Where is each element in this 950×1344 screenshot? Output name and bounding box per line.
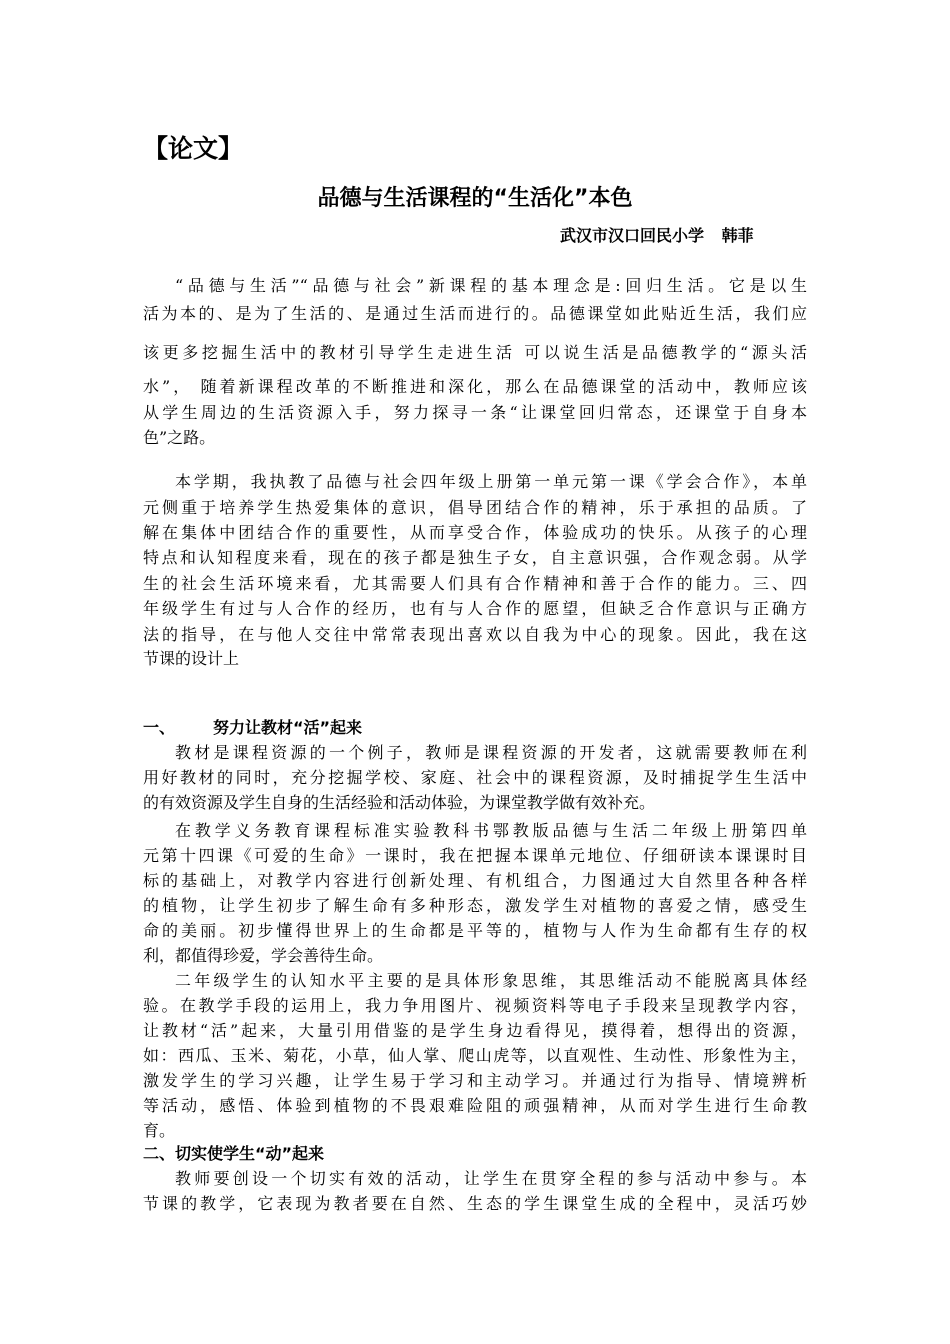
section1-line: 标的基础上，对教学内容进行创新处理、有机组合，力图通过大自然里各种各样 — [143, 871, 807, 890]
background-line: 元侧重于培养学生热爱集体的意识，倡导团结合作的精神，乐于承担的品质。了 — [143, 498, 807, 517]
background-line: 年级学生有过与人合作的经历，也有与人合作的愿望，但缺乏合作意识与正确方 — [143, 599, 807, 618]
author-line: 武汉市汉口回民小学 韩菲 — [560, 226, 754, 245]
background-line: 法的指导，在与他人交往中常常表现出喜欢以自我为中心的现象。因此，我在这 — [143, 625, 807, 644]
intro-line: 色”之路。 — [143, 428, 216, 447]
section1-line: 验。在教学手段的运用上，我力争用图片、视频资料等电子手段来呈现教学内容， — [143, 996, 807, 1015]
section1-line: 元第十四课《可爱的生命》一课时，我在把握本课单元地位、仔细研读本课课时目 — [143, 846, 807, 865]
section1-line: 教材是课程资源的一个例子，教师是课程资源的开发者，这就需要教师在利 — [175, 743, 807, 762]
section1-line: 在教学义务教育课程标准实验教科书鄂教版品德与生活二年级上册第四单 — [175, 821, 807, 840]
intro-line: 从学生周边的生活资源入手，努力探寻一条“让课堂回归常态，还课堂于自身本 — [143, 403, 807, 422]
section1-line: 育。 — [143, 1121, 176, 1140]
background-line: 本学期，我执教了品德与社会四年级上册第一单元第一课《学会合作》，本单 — [175, 472, 807, 491]
section1-line: 让教材“活”起来，大量引用借鉴的是学生身边看得见，摸得着，想得出的资源， — [143, 1021, 807, 1040]
section1-line: 等活动，感悟、体验到植物的不畏艰难险阻的顽强精神，从而对学生进行生命教 — [143, 1096, 807, 1115]
section2-line: 节课的教学，它表现为教者要在自然、生态的学生课堂生成的全程中，灵活巧妙 — [143, 1194, 807, 1213]
intro-line: 活为本的、是为了生活的、是通过生活而进行的。品德课堂如此贴近生活，我们应 — [143, 304, 807, 323]
background-line: 节课的设计上 — [143, 649, 240, 668]
section1-line: 激发学生的学习兴趣，让学生易于学习和主动学习。并通过行为指导、情境辨析 — [143, 1071, 807, 1090]
section1-line: 如：西瓜、玉米、菊花，小草，仙人掌、爬山虎等，以直观性、生动性、形象性为主， — [143, 1046, 807, 1065]
section1-line: 用好教材的同时，充分挖掘学校、家庭、社会中的课程资源，及时捕捉学生生活中 — [143, 768, 807, 787]
section-heading-1 — [143, 717, 362, 739]
section-label: 【论文】 — [143, 134, 244, 163]
section2-line: 教师要创设一个切实有效的活动，让学生在贯穿全程的参与活动中参与。本 — [175, 1169, 807, 1188]
section1-line: 命的美丽。初步懂得世界上的生命都是平等的，植物与人作为生命都有生存的权 — [143, 921, 807, 940]
intro-line: 水”， 随着新课程改革的不断推进和深化，那么在品德课堂的活动中，教师应该 — [143, 377, 807, 396]
section1-line: 二年级学生的认知水平主要的是具体形象思维，其思维活动不能脱离具体经 — [175, 971, 807, 990]
intro-line: “品德与生活”“品德与社会”新课程的基本理念是:回归生活。它是以生 — [175, 276, 807, 295]
section1-line: 利，都值得珍爱，学会善待生命。 — [143, 946, 384, 965]
background-line: 解在集体中团结合作的重要性，从而享受合作，体验成功的快乐。从孩子的心理 — [143, 523, 807, 542]
section1-line: 的有效资源及学生自身的生活经验和活动体验，为课堂教学做有效补充。 — [143, 793, 656, 812]
background-line: 特点和认知程度来看，现在的孩子都是独生子女，自主意识强，合作观念弱。从学 — [143, 548, 807, 567]
section-number: 一、 — [143, 718, 176, 737]
section-heading-2: 二、切实使学生“动”起来 — [143, 1144, 325, 1163]
background-line: 生的社会生活环境来看，尤其需要人们具有合作精神和善于合作的能力。三、四 — [143, 574, 807, 593]
page-title: 品德与生活课程的“生活化”本色 — [317, 186, 633, 211]
section-heading-text: 努力让教材“活”起来 — [213, 718, 363, 737]
section1-line: 的植物，让学生初步了解生命有多种形态，激发学生对植物的喜爱之情，感受生 — [143, 896, 807, 915]
intro-line: 该更多挖掘生活中的教材引导学生走进生活 可以说生活是品德教学的“源头活 — [143, 343, 807, 362]
